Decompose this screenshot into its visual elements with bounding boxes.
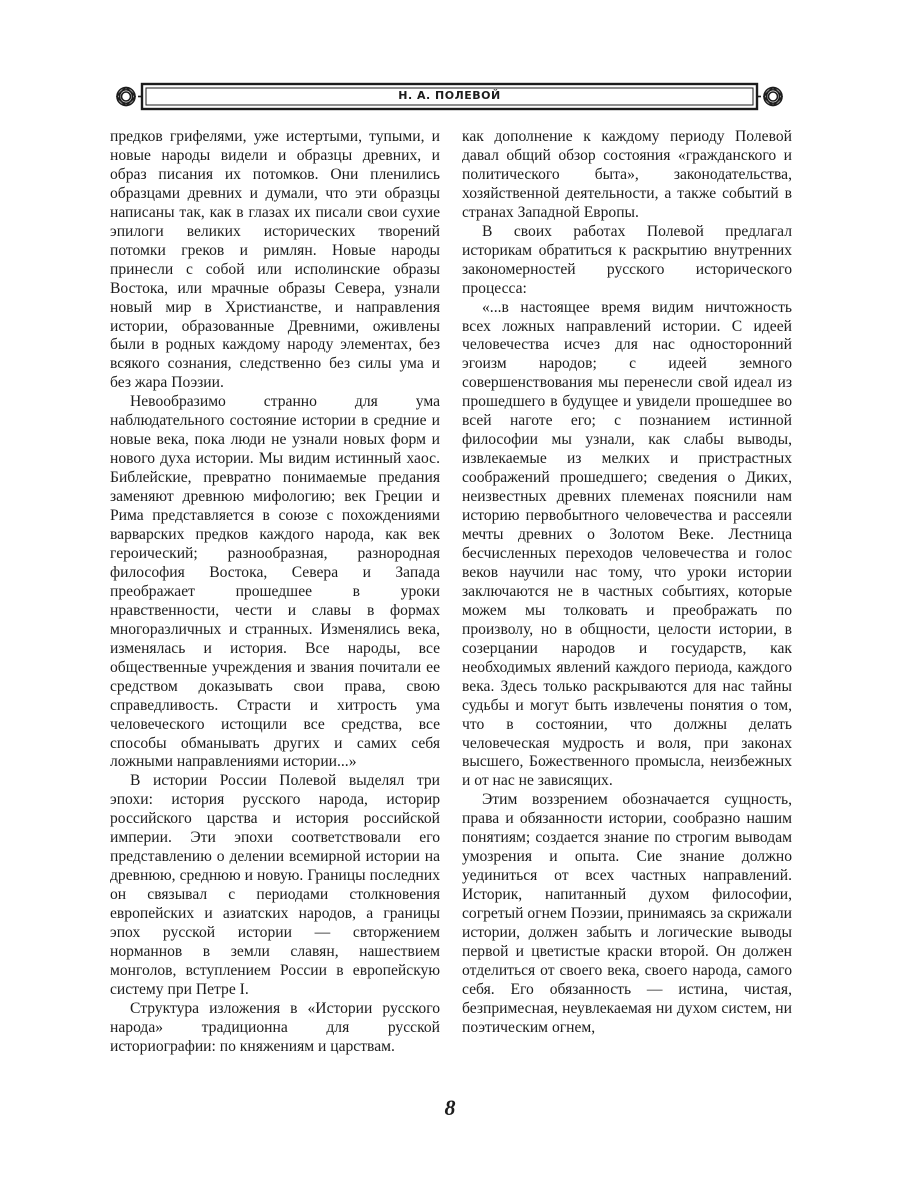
paragraph: предков грифелями, уже истертыми, тупыми, и новые народы видели и образцы древних, и образ писания их потомков. Они пленились образцами древних и думали, что эти образцы написаны так, как в глазах их писали свои сухие эпилоги великих исторических творений потомки греков и римлян. Новые народы принесли с собой или исполинские образы Востока, или мрачные образы Севера, узнали новый мир в Христианстве, и направления истории, образованные Древними, оживлены были в родных каждому народу элементах, без всякого сознания, следственно без силы ума и без жара Поэзии.	[110, 128, 440, 392]
paragraph: как дополнение к каждому периоду Полевой давал общий обзор состояния «гражданского и политического быта», законодательства, хозяйственной деятельности, а также событий в странах Западной Европы.	[462, 128, 792, 221]
paragraph: Этим воззрением обозначается сущность, права и обязанности истории, сообразно нашим понятиям; создается знание по строгим выводам умозрения и опыта. Сие знание должно уединиться от всех частных направлений. Историк, напитанный духом философии, согретый огнем Поэзии, принимаясь за скрижали истории, должен забыть и логические выводы первой и цветистые краски второй. Он должен отделиться от своего века, своего народа, самого себя. Его обязанность — истина, чистая, безпримесная, неувлекаемая ни духом систем, ни поэтическим огнем,	[462, 791, 792, 1036]
paragraph: Структура изложения в «Истории русского народа» традиционна для русской историографии: по княжениям и царствам.	[110, 999, 440, 1055]
page-number: 8	[444, 1095, 456, 1120]
paragraph: Невообразимо странно для ума наблюдательного состояние истории в средние и новые века, пока люди не узнали новых форм и нового духа истории. Мы видим истинный хаос. Библейские, превратно понимаемые предания заменяют древнюю мифологию; век Греции и Рима представляется в союзе с похождениями варварских предков каждого народа, как век героический; разнообразная, разнородная философия Востока, Севера и Запада преображает прошедшее в уроки нравственности, чести и славы в формах многоразличных и странных. Изменялись века, изменялась и история. Все народы, все общественные учреждения и звания почитали ее средством доказывать свои права, свою справедливость. Страсти и хитрость ума человеческого истощили все средства, все способы обманывать других и самих себя ложными направлениями истории...»	[110, 393, 440, 771]
quotation-paragraph: «...в настоящее время видим ничтожность всех ложных направлений истории. С идеей человечества исчез для нас односторонний эгоизм народов; с идеей земного совершенствования мы перенесли свой идеал из прошедшего в будущее и увидели прошедшее во всей наготе его; с познанием истинной философии мы узнали, как слабы выводы, извлекаемые из мелких и пристрастных соображений прошедшего; сведения о Диких, неизвестных древних племенах пояснили нам историю первобытного человечества и рассеяли мечты древних о Золотом Веке. Лестница бесчисленных переходов человечества и голос веков научили нас тому, что уроки истории заключаются не в частных событиях, которые можем мы толковать и преображать по произволу, но в общности, целости истории, в созерцании народов и государств, как необходимых явлений каждого периода, каждого века. Здесь только раскрываются для нас тайны судьбы и могут быть извлечены понятия о том, что в состоянии, что должны делать человеческая мудрость и воля, при законах высшего, Божественного промысла, неизбежных и от нас не зависящих.	[462, 298, 792, 790]
running-title: Н. А. ПОЛЕВОЙ	[398, 89, 501, 102]
left-column	[110, 128, 440, 1057]
paragraph: В своих работах Полевой предлагал историкам обратиться к раскрытию внутренних закономерностей русского исторического процесса:	[462, 222, 792, 297]
running-header	[108, 78, 791, 116]
right-column	[462, 128, 792, 1038]
paragraph: В истории России Полевой выделял три эпохи: история русского народа, историр российского царства и история российской империи. Эти эпохи соответствовали его представлению о делении всемирной истории на древнюю, среднюю и новую. Границы последних он связывал с периодами столкновения европейских и азиатских народов, а границы эпох русской истории — свторжением норманнов в земли славян, нашествием монголов, вступлением России в европейскую систему при Петре I.	[110, 772, 440, 998]
